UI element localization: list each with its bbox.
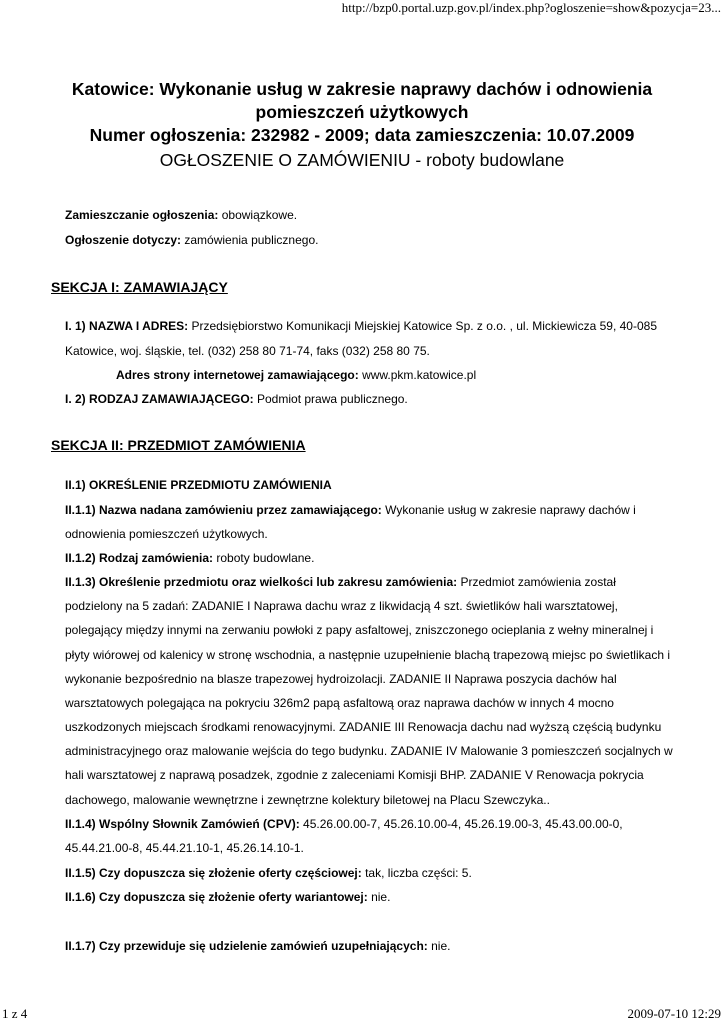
i1-label: I. 1) NAZWA I ADRES: [65, 319, 189, 333]
title-line-1: Katowice: Wykonanie usług w zakresie naprawy dachów i odnowienia [71, 79, 653, 99]
ii13-label: II.1.3) Określenie przedmiotu oraz wielkości lub zakresu zamówienia: [65, 575, 458, 589]
zamieszczanie-value: obowiązkowe. [218, 208, 298, 222]
dotyczy-value: zamówienia publicznego. [181, 233, 319, 247]
ii1-label: II.1) OKREŚLENIE PRZEDMIOTU ZAMÓWIENIA [65, 478, 332, 492]
zamieszczanie-row [65, 207, 297, 223]
print-datetime: 2009-07-10 12:29 [627, 1006, 721, 1021]
ii13-line: polegający między innymi na zerwaniu powłoki z papy asfaltowej, zniszczonego ocieplania z wełny mineralnej i [65, 623, 654, 637]
ii17-value: nie. [427, 939, 451, 953]
page-url: http://bzp0.portal.uzp.gov.pl/index.php?ogloszenie=show&pozycja=23... [341, 0, 721, 15]
ii11-label: II.1.1) Nazwa nadana zamówieniu przez zamawiającego: [65, 503, 382, 517]
ii13-line: podzielony na 5 zadań: ZADANIE I Naprawa dachu wraz z likwidacją 4 szt. świetlików hali warsztatowej, [65, 599, 618, 613]
title-line-3: Numer ogłoszenia: 232982 - 2009; data zamieszczenia: 10.07.2009 [89, 125, 635, 145]
ii14-row [65, 816, 623, 832]
dotyczy-label: Ogłoszenie dotyczy: [65, 233, 182, 247]
ii16-row [65, 889, 390, 905]
ii12-value: roboty budowlane. [213, 551, 315, 565]
section-2-heading: SEKCJA II: PRZEDMIOT ZAMÓWIENIA [51, 437, 306, 453]
ii12-row [65, 550, 314, 566]
dotyczy-row [65, 232, 318, 248]
ii12-label: II.1.2) Rodzaj zamówienia: [65, 551, 214, 565]
ii13-line: administracyjnego oraz malowanie wejścia do tego budynku. ZADANIE IV Malowanie 3 pomieszczeń socjalnych w [65, 744, 673, 758]
ii15-value: tak, liczba części: 5. [361, 866, 472, 880]
i1-value: Przedsiębiorstwo Komunikacji Miejskiej Katowice Sp. z o.o. , ul. Mickiewicza 59, 40-085 [188, 319, 657, 333]
ii1-heading [65, 477, 332, 493]
ii17-label: II.1.7) Czy przewiduje się udzielenie zamówień uzupełniających: [65, 939, 428, 953]
i1-row [65, 318, 657, 334]
ii16-label: II.1.6) Czy dopuszcza się złożenie oferty wariantowej: [65, 890, 368, 904]
section-1-heading: SEKCJA I: ZAMAWIAJĄCY [51, 279, 228, 295]
ii11-value: Wykonanie usług w zakresie naprawy dachów i [381, 503, 636, 517]
ii14-value: 45.26.00.00-7, 45.26.10.00-4, 45.26.19.00-3, 45.43.00.00-0, [299, 817, 623, 831]
ii16-value: nie. [367, 890, 391, 904]
ii13-line: hali warsztatowej z naprawą posadzek, zgodnie z zaleceniami Komisji BHP. ZADANIE V Renowacja pokrycia [65, 768, 644, 782]
www-label: Adres strony internetowej zamawiającego: [116, 368, 359, 382]
ii17-row [65, 938, 450, 954]
page-counter: 1 z 4 [2, 1006, 28, 1021]
zamieszczanie-label: Zamieszczanie ogłoszenia: [65, 208, 219, 222]
ii14-line-2: 45.44.21.00-8, 45.44.21.10-1, 45.26.14.10-1. [65, 841, 304, 855]
i2-value: Podmiot prawa publicznego. [253, 392, 408, 406]
ii11-line-2: odnowienia pomieszczeń użytkowych. [65, 527, 268, 541]
i2-label: I. 2) RODZAJ ZAMAWIAJĄCEGO: [65, 392, 254, 406]
www-row [116, 367, 476, 383]
ii13-row [65, 574, 616, 590]
i2-row [65, 391, 408, 407]
title-line-2: pomieszczeń użytkowych [255, 102, 469, 122]
announcement-subtitle: OGŁOSZENIE O ZAMÓWIENIU - roboty budowlane [159, 150, 565, 170]
www-value: www.pkm.katowice.pl [358, 368, 477, 382]
ii13-line: warsztatowych polegająca na pokryciu 326m2 papą asfaltową oraz naprawa dachów w innych 4 mocno [65, 696, 614, 710]
ii13-line: wykonanie bezpośrednio na blasze trapezowej hydroizolacji. ZADANIE II Naprawa poszycia dachów hal [65, 672, 617, 686]
ii15-label: II.1.5) Czy dopuszcza się złożenie oferty częściowej: [65, 866, 362, 880]
ii13-line: płyty wiórowej od kalenicy w stronę wschodnia, a następnie uzupełnienie blachą trapezową miejsc po świetlikach i [65, 648, 670, 662]
ii15-row [65, 865, 472, 881]
announcement-title [0, 78, 724, 173]
ii14-label: II.1.4) Wspólny Słownik Zamówień (CPV): [65, 817, 300, 831]
ii13-line: dachowego, malowanie wewnętrzne i zewnętrzne kolektury biletowej na Placu Szewczyka.. [65, 793, 550, 807]
ii13-value: Przedmiot zamówienia został [457, 575, 616, 589]
ii11-row [65, 502, 636, 518]
ii13-line: uszkodzonych miejscach środkami renowacyjnymi. ZADANIE III Renowacja dachu nad wyższą częścią budynku [65, 720, 662, 734]
i1-line-2: Katowice, woj. śląskie, tel. (032) 258 80 71-74, faks (032) 258 80 75. [65, 344, 430, 358]
